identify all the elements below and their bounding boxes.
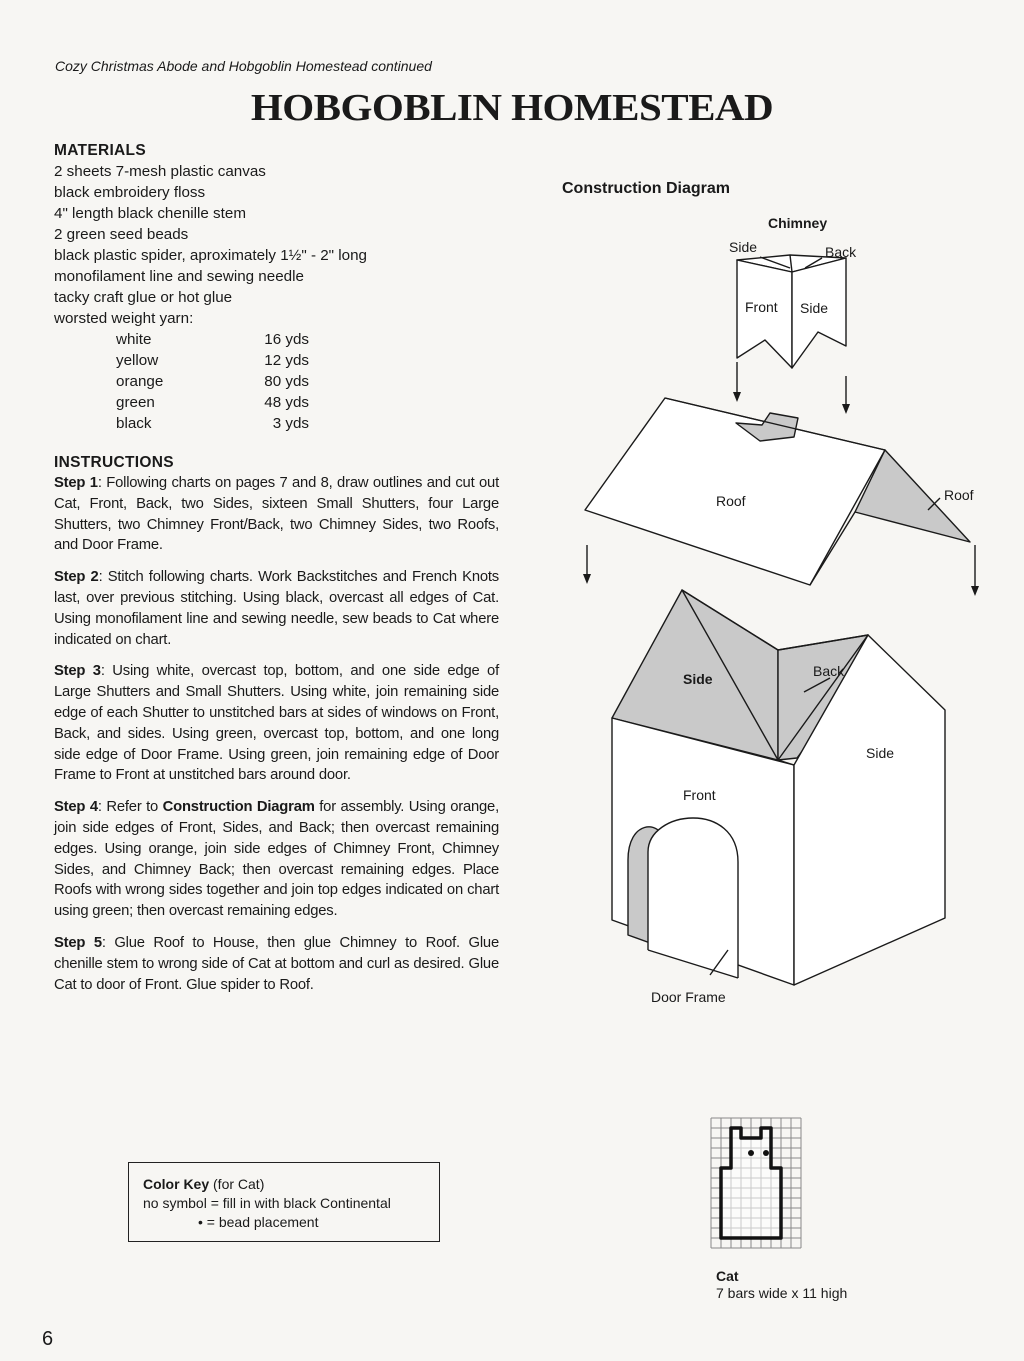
material-item: tacky craft glue or hot glue: [54, 289, 233, 306]
label-roof-left: Roof: [716, 493, 746, 509]
label-chimney-back: Back: [825, 244, 857, 260]
label-chimney-side-right: Side: [800, 300, 829, 316]
cat-outline: [721, 1128, 781, 1238]
yarn-color: black: [116, 415, 152, 432]
material-item: 4" length black chenille stem: [54, 205, 246, 222]
step-text: : Glue Roof to House, then glue Chimney to Roof. Glue chenille stem to wrong side of Cat at bottom and curl as desired. Glue Cat to door of Front. Glue spider to Roof.: [54, 934, 499, 993]
yarn-color: white: [116, 331, 152, 348]
arrow-head: [971, 586, 979, 596]
label-house-side-left: Side: [683, 671, 713, 687]
step-label: Step 2: [54, 569, 99, 586]
step-text: : Refer to: [97, 799, 163, 816]
color-key-title-suffix: (for Cat): [209, 1176, 265, 1192]
color-key-line: • = bead placement: [198, 1214, 319, 1230]
label-house-front: Front: [683, 787, 716, 803]
yarn-qty: 3 yds: [272, 415, 309, 432]
yarn-color: green: [116, 394, 155, 411]
label-chimney-side-left: Side: [729, 239, 758, 255]
label-roof-right: Roof: [944, 487, 974, 503]
page-title: HOBGOBLIN HOMESTEAD: [250, 87, 774, 129]
cat-chart: [711, 1118, 801, 1248]
label-chimney: Chimney: [768, 215, 828, 231]
diagram-title: Construction Diagram: [562, 180, 731, 197]
cat-caption: [716, 1268, 847, 1302]
material-item: 2 green seed beads: [54, 226, 189, 243]
label-house-side-right: Side: [866, 745, 895, 761]
label-chimney-front: Front: [745, 299, 778, 315]
yarn-qty: 80 yds: [264, 373, 309, 390]
label-house-back: Back: [813, 663, 845, 679]
yarn-qty: 16 yds: [264, 331, 309, 348]
yarn-color: orange: [116, 373, 164, 390]
roof-left: [585, 398, 885, 585]
color-key-title: Color Key: [143, 1176, 210, 1192]
material-item: 2 sheets 7-mesh plastic canvas: [54, 163, 266, 180]
color-key-line: no symbol = fill in with black Continental: [143, 1195, 391, 1211]
material-item: black embroidery floss: [54, 184, 206, 201]
yarn-color: yellow: [116, 352, 159, 369]
arrow-head: [842, 404, 850, 414]
step-text: for assembly. Using orange, join side edges of Front, Sides, and Back; then overcast remaining edges. Using orange, join side edges of Chimney Front, Chimney Sides, and Chimney Back; then overcast remaining edges. Place Roofs with wrong sides together and join top edges indicated on chart using green; then overcast remaining edges.: [54, 799, 499, 920]
cat-dimensions: 7 bars wide x 11 high: [716, 1285, 848, 1301]
header-note: Cozy Christmas Abode and Hobgoblin Homestead continued: [55, 58, 432, 74]
step-label: Step 5: [54, 934, 102, 951]
step-label: Step 3: [54, 663, 101, 680]
material-item: black plastic spider, aproximately 1½" - 2" long: [54, 247, 367, 264]
diagram-reference: Construction Diagram: [162, 799, 315, 816]
materials-heading: MATERIALS: [54, 142, 146, 159]
material-item: worsted weight yarn:: [54, 310, 194, 327]
step-label: Step 4: [54, 799, 98, 816]
cat-title: Cat: [716, 1268, 739, 1284]
arrow-head: [583, 574, 591, 584]
label-door-frame: Door Frame: [651, 989, 726, 1005]
yarn-qty: 12 yds: [264, 352, 309, 369]
material-item: monofilament line and sewing needle: [54, 268, 304, 285]
cat-bead: [763, 1150, 769, 1156]
step-label: Step 1: [54, 475, 98, 491]
yarn-qty: 48 yds: [264, 394, 309, 411]
arrow-head: [733, 392, 741, 402]
step-text: : Following charts on pages 7 and 8, draw outlines and cut out Cat, Front, Back, two Sides, sixteen Small Shutters, four Large Shutters, two Chimney Front/Back, two Chimney Sides, two Roofs, and Door Frame.: [54, 475, 499, 554]
step-text: : Using white, overcast top, bottom, and one side edge of Large Shutters and Small Shutters. Using white, join remaining side edge of each Shutter to unstitched bars at sides of windows on Front, Back, and sides. Using green, overcast top, bottom, and one long side edge of Door Frame. Using green, join remaining edge of Door Frame to Front at unstitched bars around door.: [54, 663, 499, 784]
step-text: : Stitch following charts. Work Backstitches and French Knots last, over previous stitching. Using black, overcast all edges of Cat. Using monofilament line and sewing needle, sew beads to Cat where indicated on chart.: [54, 569, 499, 648]
instructions-heading: INSTRUCTIONS: [54, 454, 174, 471]
cat-bead: [748, 1150, 754, 1156]
page-number: 6: [42, 1328, 54, 1350]
